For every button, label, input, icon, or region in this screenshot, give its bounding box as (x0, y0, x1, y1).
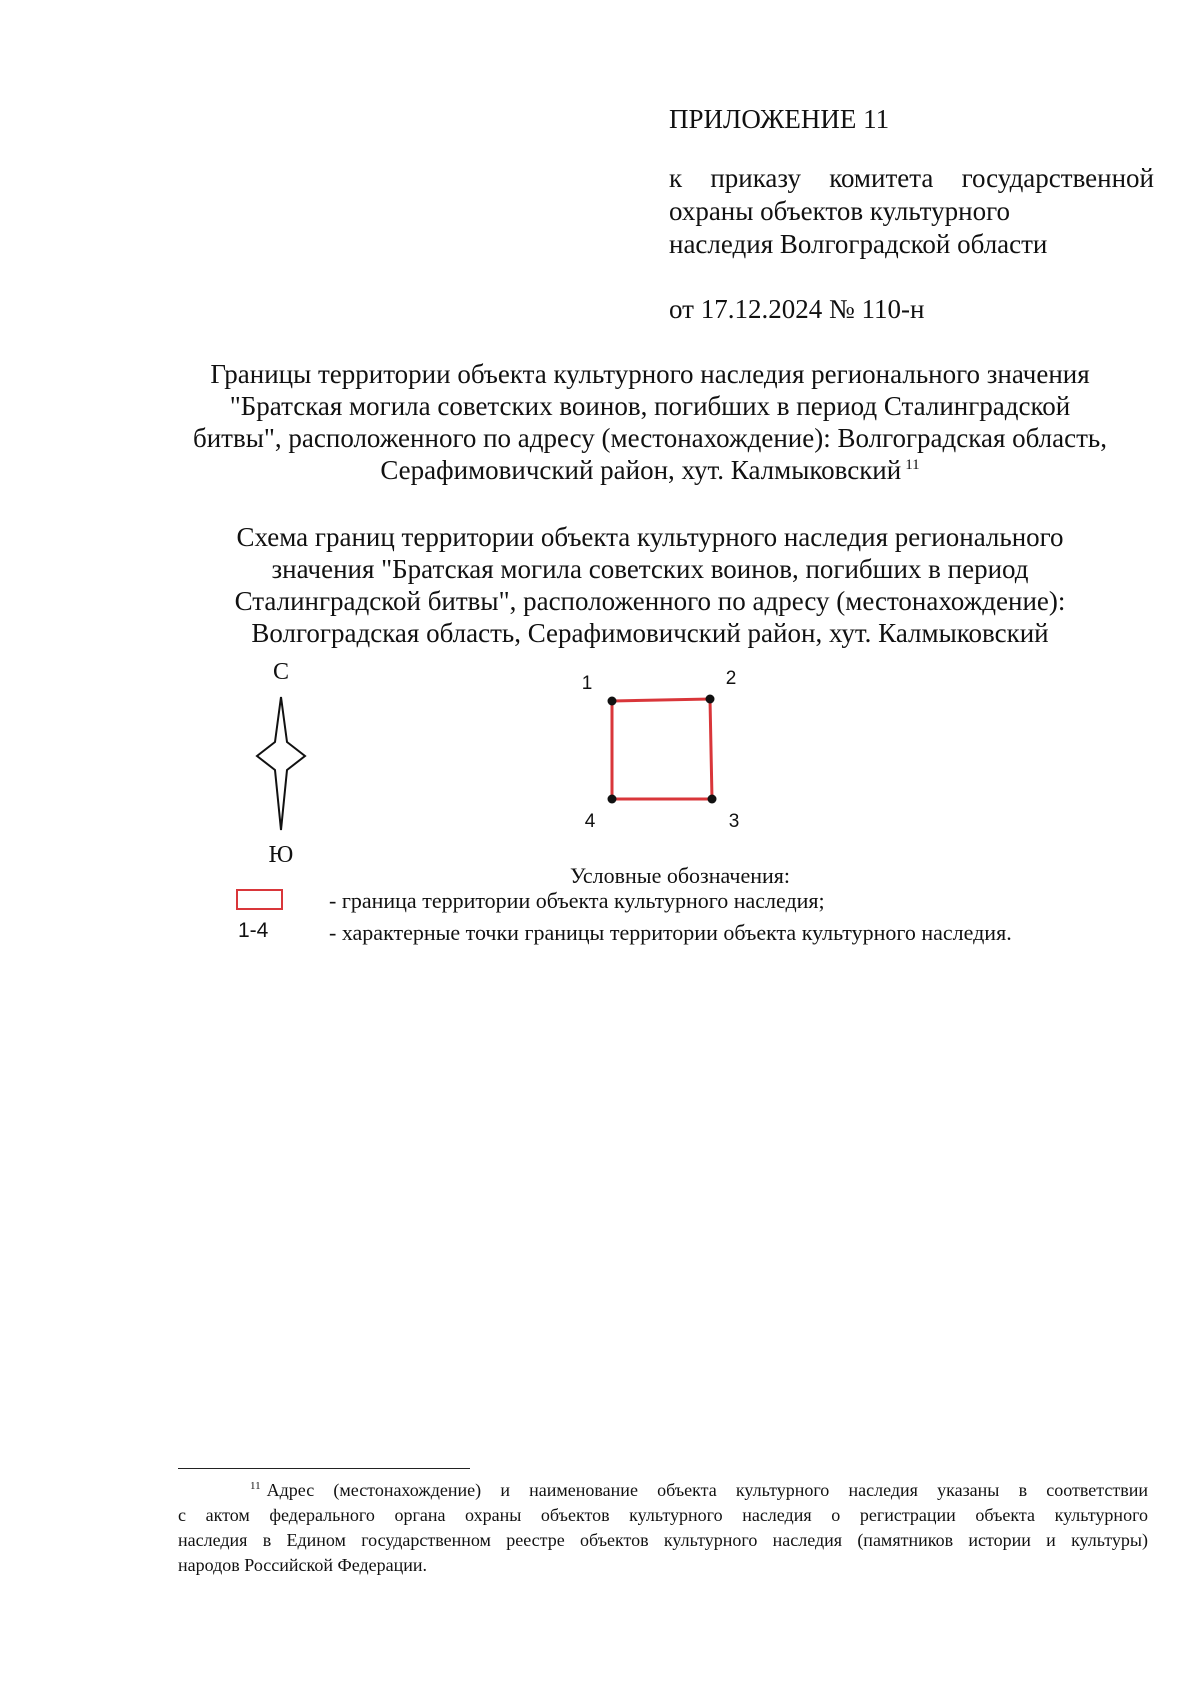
compass-south-label: Ю (268, 842, 294, 868)
boundary-point-1 (608, 697, 617, 706)
legend-title: Условные обозначения: (569, 863, 791, 888)
territory-boundary (612, 699, 712, 799)
order-date: от 17.12.2024 № 110-н (669, 294, 925, 324)
boundary-scheme (0, 640, 1200, 900)
boundary-point-4 (608, 795, 617, 804)
scheme-canvas (0, 640, 1200, 900)
footnote-line: народов Российской Федерации. (178, 1555, 427, 1575)
order-reference (669, 162, 1154, 261)
document-heading (150, 358, 1150, 486)
point-label-3: 3 (728, 811, 740, 832)
point-label-1: 1 (581, 673, 593, 694)
legend-points-symbol: 1-4 (238, 919, 269, 942)
compass-rose (257, 659, 305, 868)
scheme-caption (150, 521, 1150, 649)
legend-points-label: - характерные точки границы территории объекта культурного наследия. (329, 920, 1012, 945)
footnote-line (178, 1478, 1148, 1503)
point-label-2: 2 (725, 668, 737, 689)
footnote-line: наследия в Едином государственном реестре объектов культурного наследия (памятников истории и культуры) (178, 1530, 1148, 1550)
order-line: охраны объектов культурного (669, 196, 1010, 226)
heading-line: Границы территории объекта культурного наследия регионального значения (210, 359, 1090, 389)
heading-line: битвы", расположенного по адресу (местонахождение): Волгоградская область, (193, 423, 1107, 453)
footnote (178, 1478, 1148, 1578)
appendix-title: ПРИЛОЖЕНИЕ 11 (669, 104, 890, 134)
legend-boundary-label: - граница территории объекта культурного наследия; (329, 888, 825, 913)
legend-boundary-symbol (236, 889, 283, 910)
footnote-line: с актом федерального органа охраны объектов культурного наследия о регистрации объекта культурного (178, 1505, 1148, 1525)
caption-line: значения "Братская могила советских воинов, погибших в период (271, 554, 1029, 584)
heading-line (150, 454, 1150, 486)
heading-line-text: Серафимовичский район, хут. Калмыковский (380, 455, 902, 485)
boundary-point-2 (706, 695, 715, 704)
heading-line: "Братская могила советских воинов, погибших в период Сталинградской (229, 391, 1071, 421)
caption-line: Волгоградская область, Серафимовичский район, хут. Калмыковский (251, 618, 1049, 648)
compass-north-label: С (272, 659, 290, 685)
boundary-point-3 (708, 795, 717, 804)
order-line: к приказу комитета государственной (669, 163, 1154, 193)
north-arrow-icon (257, 697, 305, 830)
caption-line: Сталинградской битвы", расположенного по адресу (местонахождение): (234, 586, 1066, 616)
footnote-line-text: Адрес (местонахождение) и наименование объекта культурного наследия указаны в соответствии (266, 1480, 1148, 1500)
footnote-reference: 11 (905, 457, 920, 473)
footnote-divider (178, 1468, 470, 1469)
caption-line: Схема границ территории объекта культурного наследия регионального (236, 522, 1064, 552)
order-line: наследия Волгоградской области (669, 229, 1048, 259)
footnote-number: 11 (250, 1480, 261, 1492)
territory-map (582, 668, 740, 832)
point-label-4: 4 (584, 811, 596, 832)
